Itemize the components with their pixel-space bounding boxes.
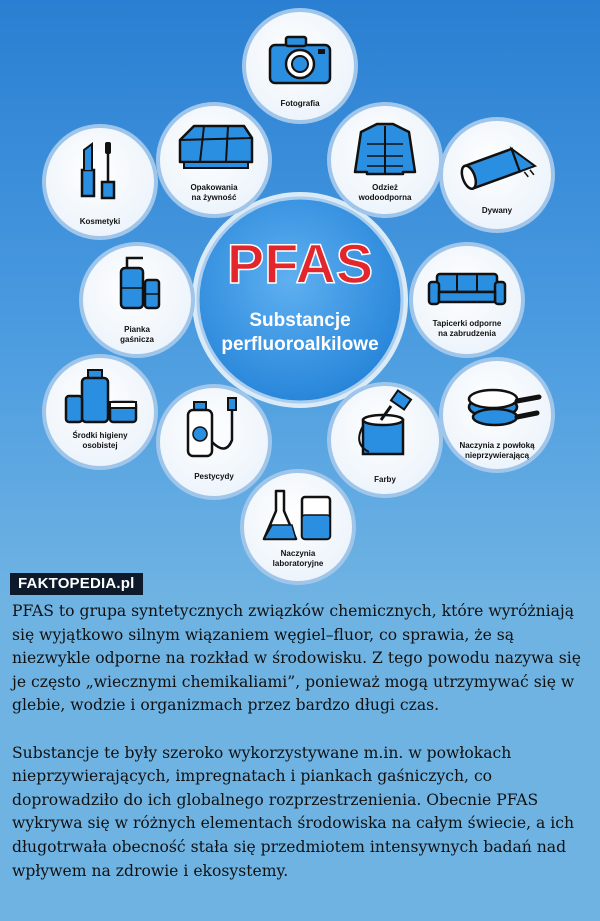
item-label-pianka-1: Pianka	[124, 325, 150, 334]
caption-paragraph-2: Substancje te były szeroko wykorzystywane m.in. w powłokach nieprzywierających, impregnatach i piankach gaśniczych, co doprowadziło do ich globalnego rozprzestrzenienia. Obecnie PFAS wykrywa się w różnych elementach środowiska na całym świecie, a ich długotrwała obecność stała się przedmiotem intensywnych badań nad wpływem na zdrowie i ekosystemy.	[12, 743, 575, 880]
item-label-fotografia: Fotografia	[280, 99, 320, 108]
sofa-icon	[429, 274, 505, 304]
item-tapicerki	[409, 242, 525, 358]
jacket-icon	[355, 124, 415, 174]
item-label-naczynia-powloka-2: nieprzywierającą	[464, 451, 530, 460]
caption-paragraph-1: PFAS to grupa syntetycznych związków chemicznych, które wyróżniają się wyjątkowo silnym wiązaniem węgiel–fluor, co sprawia, że są niezwykle odporne na rozkład w środowisku. Z tego powodu nazywa się je często „wiecznymi chemikaliami”, ponieważ mogą utrzymywać się w glebie, wodzie i organizmach przez bardzo długi czas.	[12, 602, 581, 715]
item-dywany	[439, 117, 555, 233]
brand-logo: FAKTOPEDIA.pl	[10, 573, 143, 595]
center-circle	[192, 192, 408, 408]
item-farby	[327, 382, 443, 498]
food-container-icon	[180, 126, 252, 168]
item-label-naczynia-lab-1: Naczynia	[280, 549, 316, 558]
item-label-opakowania-1: Opakowania	[190, 183, 238, 192]
item-label-odziez-1: Odzież	[372, 183, 398, 192]
item-pestycydy	[156, 384, 272, 500]
item-fotografia	[242, 8, 358, 124]
item-opakowania	[156, 102, 272, 218]
item-label-naczynia-lab-2: laboratoryjne	[272, 559, 324, 568]
item-kosmetyki	[42, 124, 158, 240]
item-label-pianka-2: gaśnicza	[120, 335, 154, 344]
item-label-kosmetyki: Kosmetyki	[79, 217, 121, 226]
item-label-naczynia-powloka-1: Naczynia z powłoką	[459, 441, 535, 450]
item-label-higiena-2: osobistej	[82, 441, 118, 450]
item-label-higiena-1: Środki higieny	[72, 431, 128, 440]
item-naczynia-powloka	[439, 357, 555, 473]
item-higiena	[42, 354, 158, 470]
item-label-dywany: Dywany	[481, 206, 513, 215]
item-label-opakowania-2: na żywność	[191, 193, 237, 202]
item-label-farby: Farby	[374, 475, 396, 484]
caption	[12, 600, 594, 883]
center-subtitle-2: perfluoroalkilowe	[221, 334, 379, 355]
item-odziez	[327, 102, 443, 218]
item-naczynia-lab	[240, 469, 356, 585]
camera-icon	[270, 37, 330, 83]
item-label-tapicerki-2: na zabrudzenia	[438, 329, 496, 338]
item-label-tapicerki-1: Tapicerki odporne	[432, 319, 502, 328]
item-pianka	[79, 242, 195, 358]
item-label-pestycydy: Pestycydy	[194, 472, 234, 481]
pfas-title: PFAS	[226, 232, 374, 295]
center-subtitle-1: Substancje	[249, 310, 351, 331]
item-label-odziez-2: wodoodporna	[358, 193, 412, 202]
